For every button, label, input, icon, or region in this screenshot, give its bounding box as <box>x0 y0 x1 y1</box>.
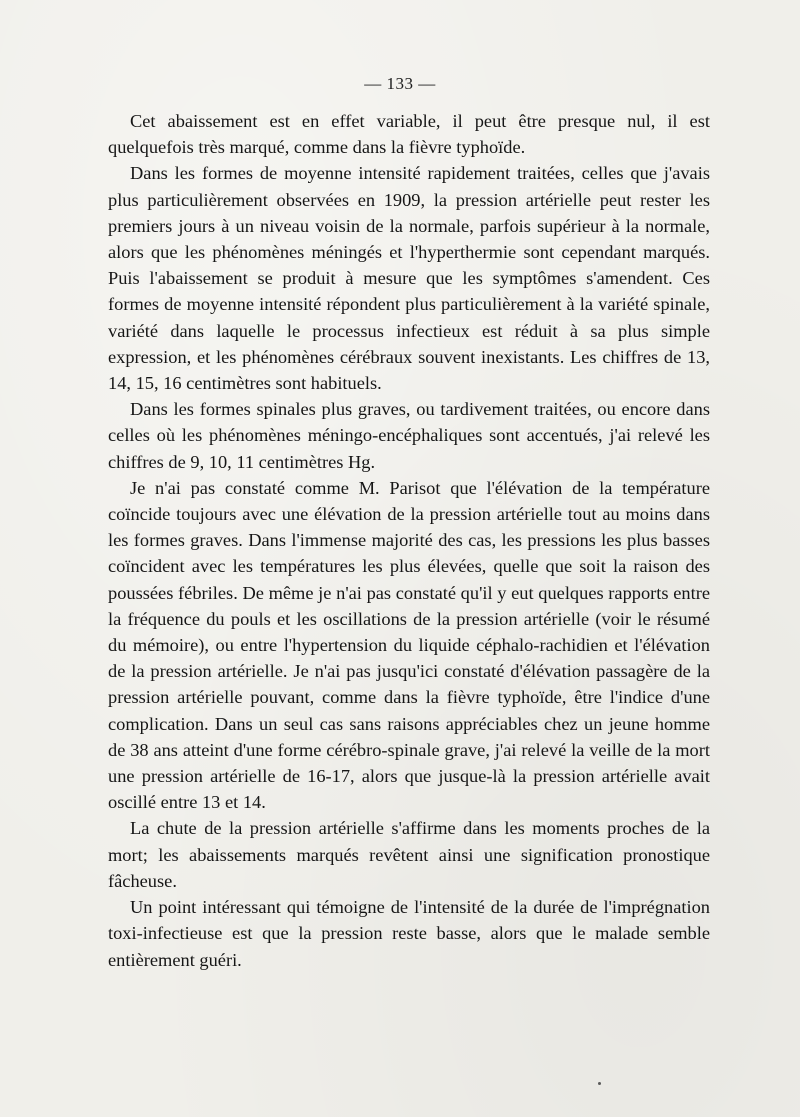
page-number: — 133 — <box>364 74 436 93</box>
paragraph: Je n'ai pas constaté comme M. Parisot que l'élévation de la température coïncide toujours avec une élévation de la pression artérielle tout au moins dans les formes graves. Dans l'immense majorité des cas, les pressions les plus basses coïncident avec les températures les plus élevées, quelle que soit la raison des poussées fébriles. De même je n'ai pas constaté qu'il y eut quelques rapports entre la fréquence du pouls et les oscillations de la pression artérielle (voir le résumé du mémoire), ou entre l'hypertension du liquide céphalo-rachidien et l'élévation de la pression artérielle. Je n'ai pas jusqu'ici constaté d'élévation passagère de la pression artérielle pouvant, comme dans la fièvre typhoïde, être l'indice d'une complication. Dans un seul cas sans raisons appréciables chez un jeune homme de 38 ans atteint d'une forme cérébro-spinale grave, j'ai relevé la veille de la mort une pression artérielle de 16-17, alors que jusque-là la pression artérielle avait oscillé entre 13 et 14. <box>108 477 710 813</box>
paragraph: Cet abaissement est en effet variable, il peut être presque nul, il est quelquefois très marqué, comme dans la fièvre typhoïde. <box>108 111 710 158</box>
body-text <box>108 108 710 973</box>
paragraph: La chute de la pression artérielle s'affirme dans les moments proches de la mort; les abaissements marqués revêtent ainsi une signification pronostique fâcheuse. <box>108 818 710 891</box>
paragraph: Dans les formes spinales plus graves, ou tardivement traitées, ou encore dans celles où les phénomènes méningo-encéphaliques sont accentués, j'ai relevé les chiffres de 9, 10, 11 centimètres Hg. <box>108 399 710 472</box>
paragraph: Un point intéressant qui témoigne de l'intensité de la durée de l'imprégnation toxi-infectieuse est que la pression reste basse, alors que le malade semble entièrement guéri. <box>108 897 710 970</box>
paragraph: Dans les formes de moyenne intensité rapidement traitées, celles que j'avais plus particulièrement observées en 1909, la pression artérielle peut rester les premiers jours à un niveau voisin de la normale, parfois supérieur à la normale, alors que les phénomènes méningés et l'hyperthermie sont cependant marqués. Puis l'abaissement se produit à mesure que les symptômes s'amendent. Ces formes de moyenne intensité répondent plus particulièrement à la variété spinale, variété dans laquelle le processus infectieux est réduit à sa plus simple expression, et les phénomènes cérébraux souvent inexistants. Les chiffres de 13, 14, 15, 16 centimètres sont habituels. <box>108 163 710 394</box>
ink-speck <box>598 1082 601 1085</box>
